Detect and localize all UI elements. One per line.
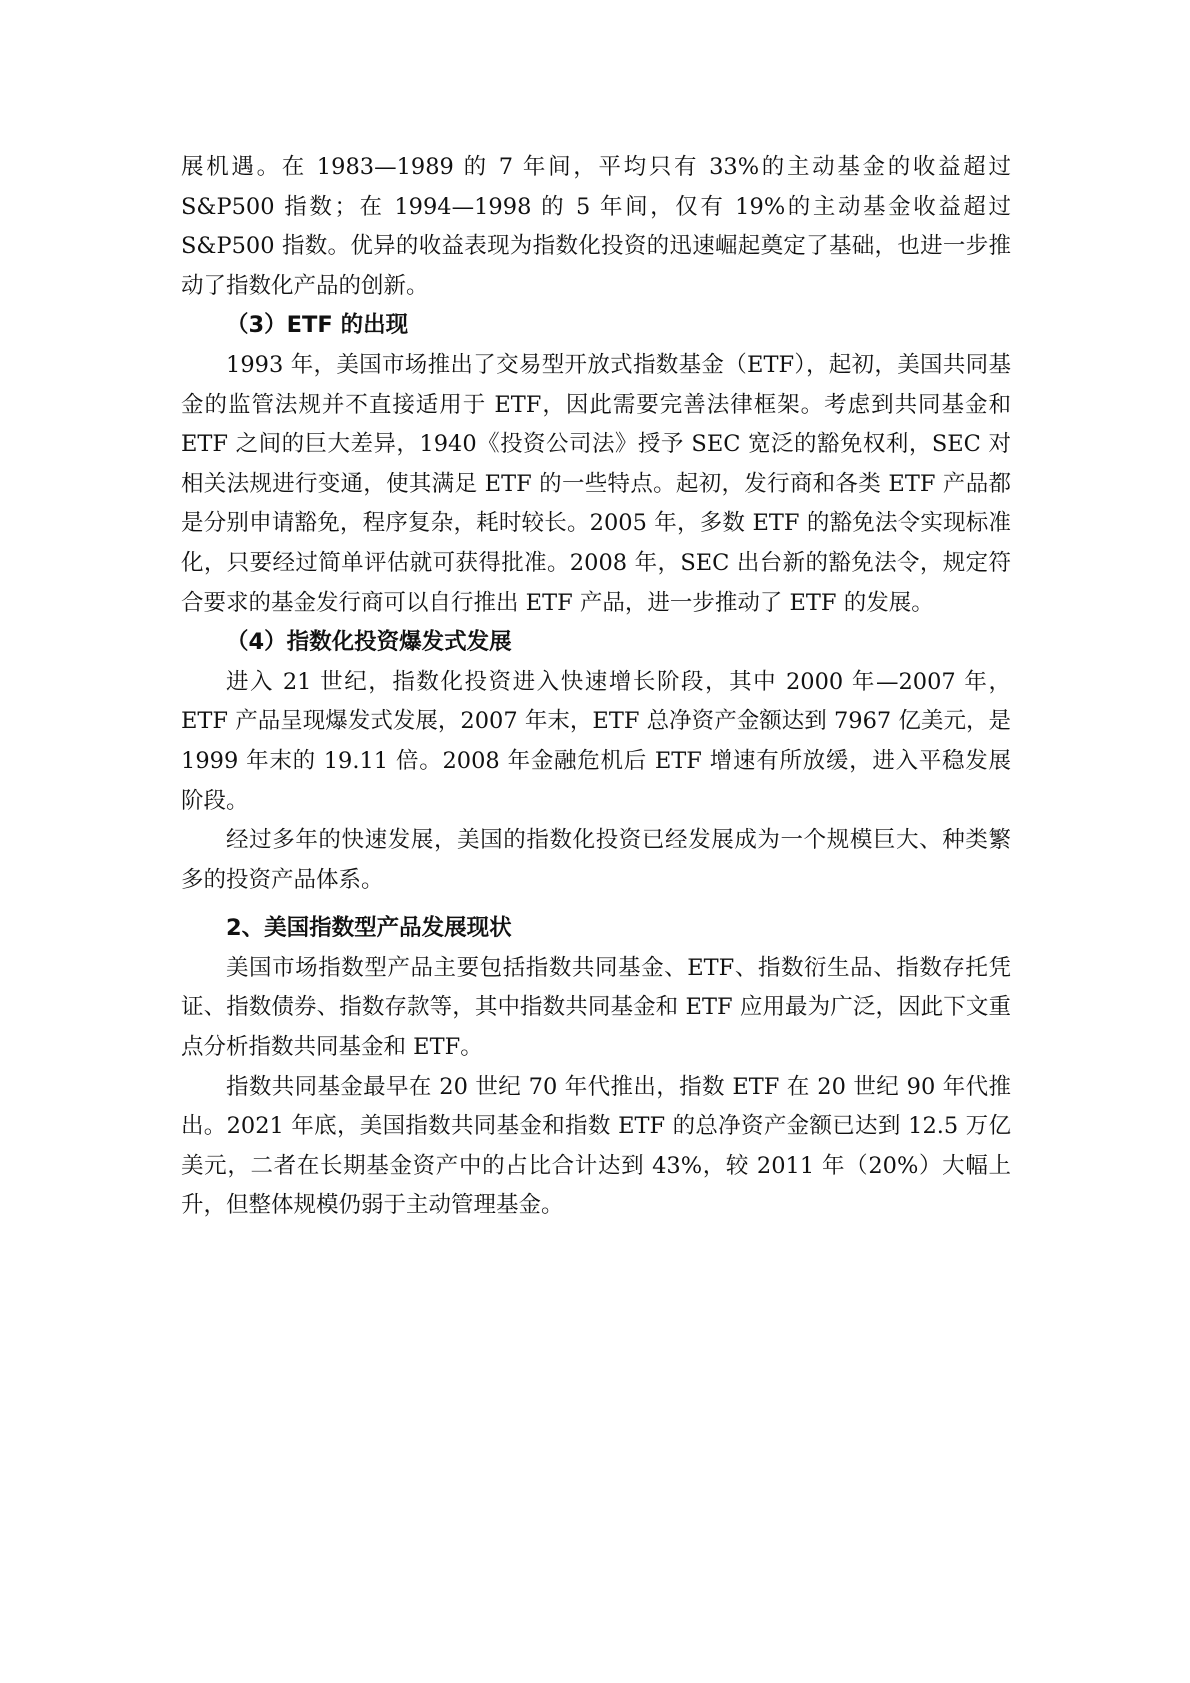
paragraph-21st-century-growth: 进入 21 世纪，指数化投资进入快速增长阶段，其中 2000 年—2007 年，ETF 产品呈现爆发式发展，2007 年末，ETF 总净资产金额达到 7967 亿美元，是 1999 年末的 19.11 倍。2008 年金融危机后 ETF 增速有所放缓，进入平稳发展阶段。: [181, 668, 1011, 814]
heading-etf-emergence: （3）ETF 的出现: [226, 312, 409, 339]
heading-index-investing-boom: （4）指数化投资爆发式发展: [226, 629, 512, 656]
paragraph-index-product-types: 美国市场指数型产品主要包括指数共同基金、ETF、指数衍生品、指数存托凭证、指数债券、指数存款等，其中指数共同基金和 ETF 应用最为广泛，因此下文重点分析指数共同基金和 ETF。: [181, 954, 1011, 1061]
document-body: [181, 148, 1011, 1226]
paragraph-etf-regulation: 1993 年，美国市场推出了交易型开放式指数基金（ETF），起初，美国共同基金的监管法规并不直接适用于 ETF，因此需要完善法律框架。考虑到共同基金和 ETF 之间的巨大差异，1940《投资公司法》授予 SEC 宽泛的豁免权利，SEC 对相关法规进行变通，使其满足 ETF 的一些特点。起初，发行商和各类 ETF 产品都是分别申请豁免，程序复杂，耗时较长。2005 年，多数 ETF 的豁免法令实现标准化，只要经过简单评估就可获得批准。2008 年，SEC 出台新的豁免法令，规定符合要求的基金发行商可以自行推出 ETF 产品，进一步推动了 ETF 的发展。: [181, 351, 1011, 616]
paragraph-index-fund-assets: 指数共同基金最早在 20 世纪 70 年代推出，指数 ETF 在 20 世纪 90 年代推出。2021 年底，美国指数共同基金和指数 ETF 的总净资产金额已达到 12.5 万亿美元，二者在长期基金资产中的占比合计达到 43%，较 2011 年（20%）大幅上升，但整体规模仍弱于主动管理基金。: [181, 1073, 1011, 1219]
section-heading-us-index-products: 2、美国指数型产品发展现状: [226, 915, 512, 942]
paragraph-product-system: 经过多年的快速发展，美国的指数化投资已经发展成为一个规模巨大、种类繁多的投资产品体系。: [181, 827, 1011, 893]
paragraph-index-investing-performance: 展机遇。在 1983—1989 的 7 年间，平均只有 33%的主动基金的收益超过 S&P500 指数；在 1994—1998 的 5 年间，仅有 19%的主动基金收益超过 S&P500 指数。优异的收益表现为指数化投资的迅速崛起奠定了基础，也进一步推动了指数化产品的创新。: [181, 154, 1011, 299]
